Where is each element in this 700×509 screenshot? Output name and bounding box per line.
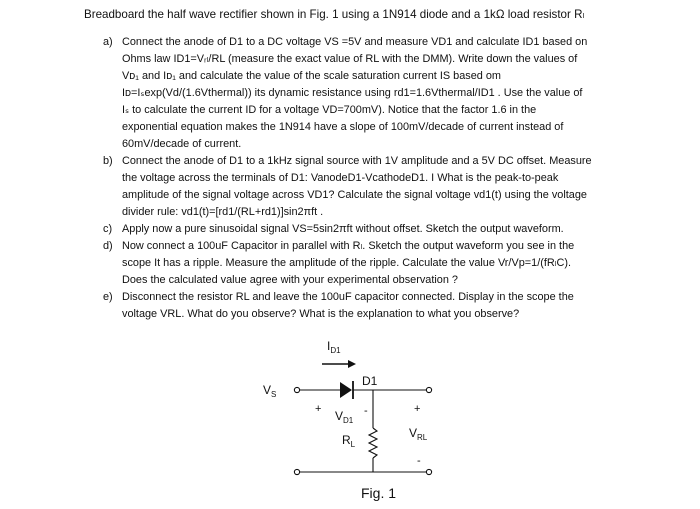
question-line: Connect the anode of D1 to a DC voltage VS =5V and measure VD1 and calculate ID1 based on bbox=[122, 36, 588, 48]
question-line: Ohms law ID1=Vᵣₗ/RL (measure the exact value of RL with the DMM). Write down the values of bbox=[122, 53, 578, 65]
question-marker: d) bbox=[103, 240, 113, 252]
diode-voltage-plus: + bbox=[315, 403, 322, 415]
question-marker: c) bbox=[103, 223, 113, 235]
diode-label: D1 bbox=[362, 374, 378, 388]
question-marker: b) bbox=[103, 155, 113, 167]
question-line: scope It has a ripple. Measure the amplitude of the ripple. Calculate the value Vr/Vp=1/(fRₗC). bbox=[122, 257, 572, 269]
question-line: voltage VRL. What do you observe? What is the explanation to what you observe? bbox=[122, 308, 520, 320]
ground-terminal-left bbox=[294, 469, 299, 474]
diode-icon bbox=[340, 382, 352, 398]
output-voltage-label: $V_{RL}$ bbox=[409, 426, 428, 442]
output-terminal-bottom bbox=[426, 469, 431, 474]
question-line: Does the calculated value agree with your experimental observation ? bbox=[122, 274, 458, 286]
diode-voltage-minus: - bbox=[364, 405, 368, 417]
output-voltage-plus: + bbox=[414, 403, 421, 415]
question-marker: a) bbox=[103, 36, 113, 48]
question-line: Apply now a pure sinusoidal signal VS=5sin2πft without offset. Sketch the output waveform. bbox=[122, 223, 564, 235]
resistor-icon bbox=[369, 428, 377, 458]
intro-paragraph: Breadboard the half wave rectifier shown in Fig. 1 using a 1N914 diode and a 1kΩ load resistor Rₗ bbox=[84, 8, 585, 21]
output-voltage-minus: - bbox=[417, 455, 421, 467]
diode-voltage-label: $V_{D1}$ bbox=[335, 409, 354, 425]
question-line: Iₛ to calculate the current ID for a voltage VD=700mV). Notice that the factor 1.6 in the bbox=[122, 104, 537, 116]
question-line: Vᴅ₁ and Iᴅ₁ and calculate the value of the scale saturation current IS based om bbox=[122, 70, 501, 82]
source-label: $V_S$ bbox=[263, 383, 277, 399]
question-marker: e) bbox=[103, 291, 113, 303]
question-line: Connect the anode of D1 to a 1kHz signal source with 1V amplitude and a 5V DC offset. Measure bbox=[122, 155, 592, 167]
question-line: Iᴅ=Iₛexp(Vd/(1.6Vthermal)) its dynamic resistance using rd1=1.6Vthermal/ID1 . Use the value of bbox=[122, 87, 583, 99]
current-label: $I_{D1}$ bbox=[327, 339, 341, 355]
question-line: Disconnect the resistor RL and leave the 100uF capacitor connected. Display in the scope the bbox=[122, 291, 574, 303]
current-arrow-head bbox=[348, 360, 356, 368]
question-line: 60mV/decade of current. bbox=[122, 138, 242, 150]
question-line: Now connect a 100uF Capacitor in parallel with Rₗ. Sketch the output waveform you see in the bbox=[122, 240, 575, 252]
question-line: amplitude of the signal voltage across VD1? Calculate the signal voltage vd1(t) using the voltage bbox=[122, 189, 587, 201]
resistor-label: $R_L$ bbox=[342, 433, 356, 449]
input-terminal bbox=[294, 387, 299, 392]
figure-caption: Fig. 1 bbox=[361, 485, 397, 501]
question-line: exponential equation makes the 1N914 have a slope of 100mV/decade of current instead of bbox=[122, 121, 564, 133]
output-terminal-top bbox=[426, 387, 431, 392]
question-line: the voltage across the terminals of D1: VanodeD1-VcathodeD1. I What is the peak-to-peak bbox=[122, 172, 559, 184]
question-line: divider rule: vd1(t)=[rd1/(RL+rd1)]sin2πft . bbox=[122, 206, 324, 218]
